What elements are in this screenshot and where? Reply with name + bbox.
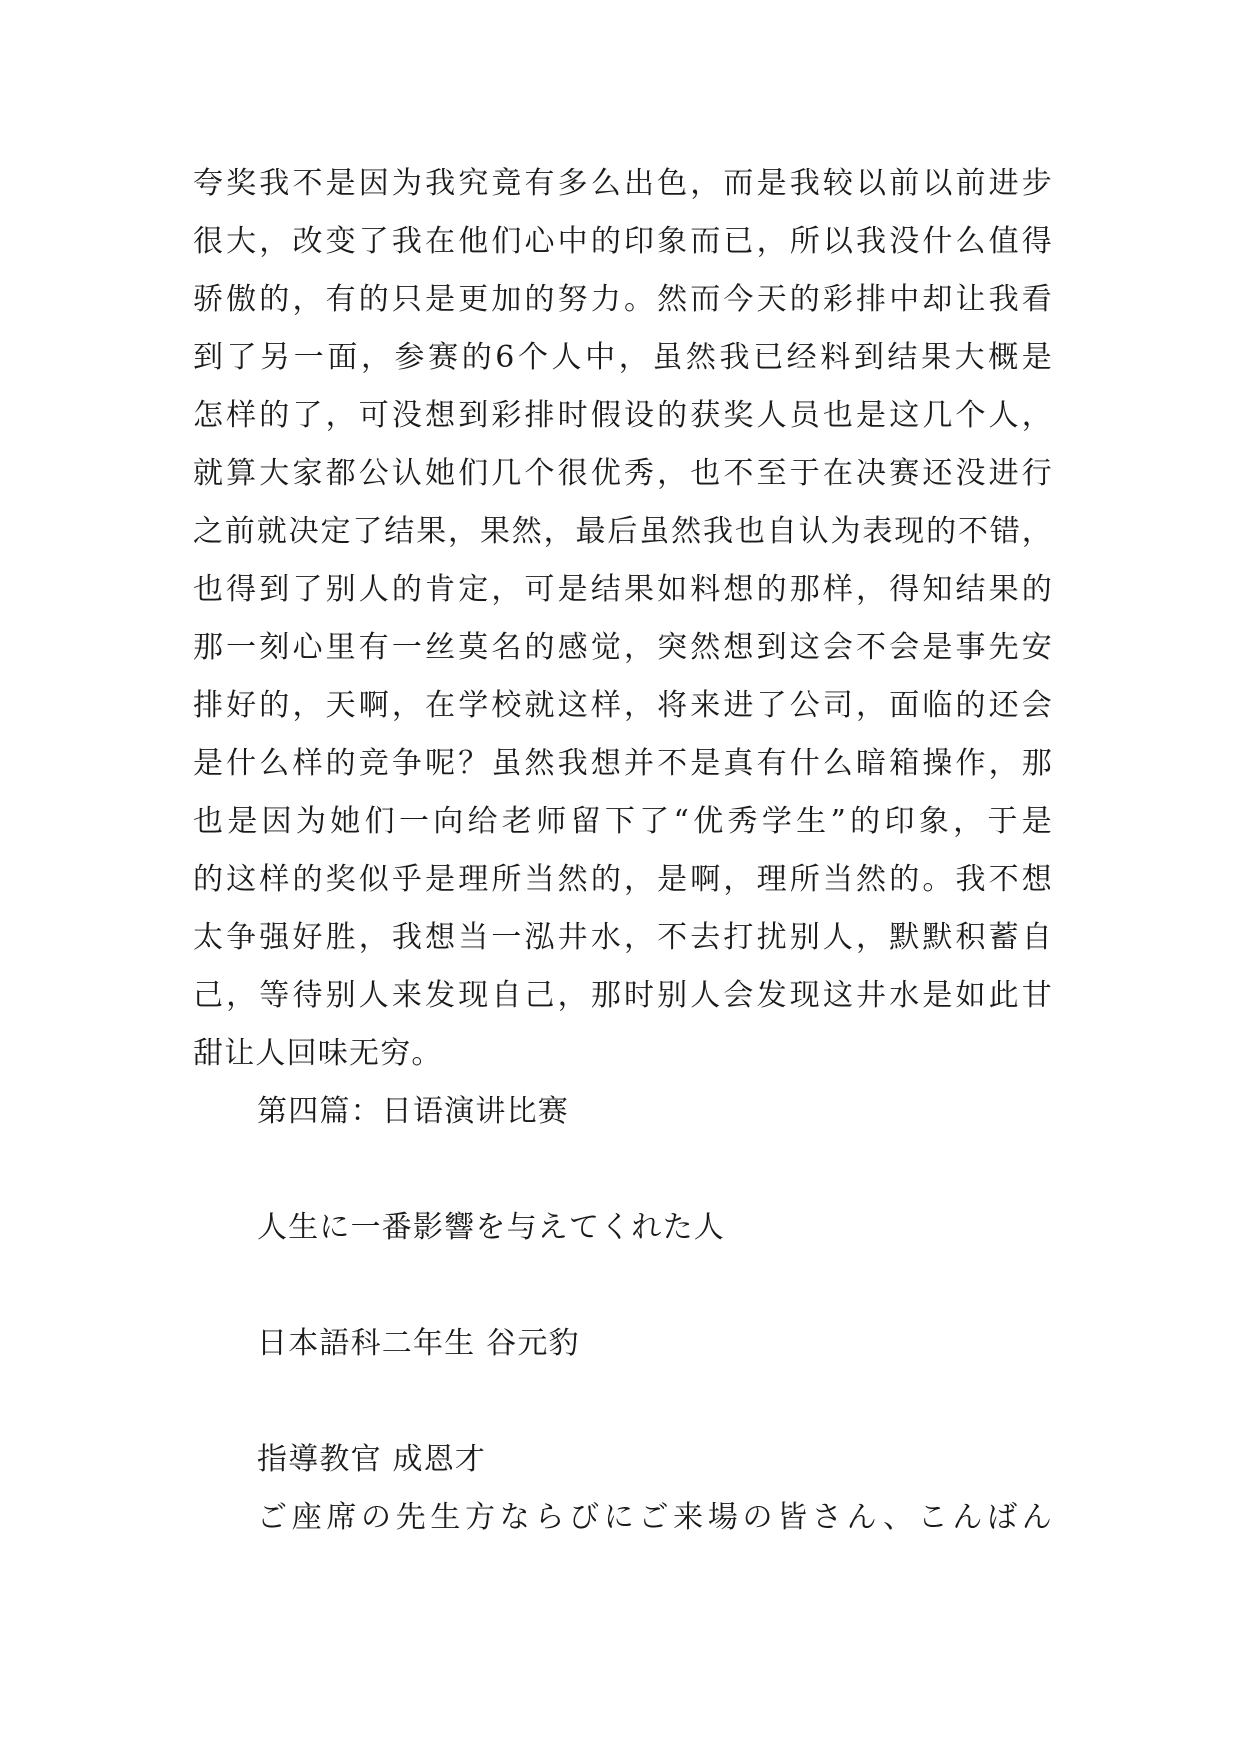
paragraph-line: 就算大家都公认她们几个很优秀，也不至于在决赛还没进行 — [193, 456, 1053, 491]
paragraph-line: 太争强好胜，我想当一泓井水，不去打扰别人，默默积蓄自 — [193, 920, 1053, 955]
section-heading: 第四篇：日语演讲比赛 — [257, 1094, 569, 1129]
speech-opening-line: ご座席の先生方ならびにご来場の皆さん、こんばん — [257, 1500, 1053, 1535]
paragraph-line: 很大，改变了我在他们心中的印象而已，所以我没什么值得 — [193, 224, 1053, 259]
paragraph-line: 那一刻心里有一丝莫名的感觉，突然想到这会不会是事先安 — [193, 630, 1053, 665]
paragraph-line: 怎样的了，可没想到彩排时假设的获奖人员也是这几个人， — [193, 398, 1053, 433]
author-line: 日本語科二年生 谷元豹 — [257, 1326, 580, 1361]
paragraph-line: 也是因为她们一向给老师留下了“优秀学生”的印象，于是 — [193, 804, 1053, 839]
paragraph-line: 排好的，天啊，在学校就这样，将来进了公司，面临的还会 — [193, 688, 1053, 723]
paragraph-line: 之前就决定了结果，果然，最后虽然我也自认为表现的不错， — [193, 514, 1053, 549]
paragraph-line: 到了另一面，参赛的6个人中，虽然我已经料到结果大概是 — [193, 340, 1053, 375]
instructor-line: 指導教官 成恩才 — [257, 1442, 487, 1477]
speech-title: 人生に一番影響を与えてくれた人 — [257, 1210, 725, 1245]
paragraph-line: 骄傲的，有的只是更加的努力。然而今天的彩排中却让我看 — [193, 282, 1053, 317]
paragraph-line: 己，等待别人来发现自己，那时别人会发现这井水是如此甘 — [193, 978, 1053, 1013]
paragraph-line: 的这样的奖似乎是理所当然的，是啊，理所当然的。我不想 — [193, 862, 1053, 897]
paragraph-line: 甜让人回味无穷。 — [193, 1036, 443, 1071]
paragraph-line: 夸奖我不是因为我究竟有多么出色，而是我较以前以前进步 — [193, 166, 1053, 201]
paragraph-line: 也得到了别人的肯定，可是结果如料想的那样，得知结果的 — [193, 572, 1053, 607]
paragraph-line: 是什么样的竞争呢？虽然我想并不是真有什么暗箱操作，那 — [193, 746, 1053, 781]
